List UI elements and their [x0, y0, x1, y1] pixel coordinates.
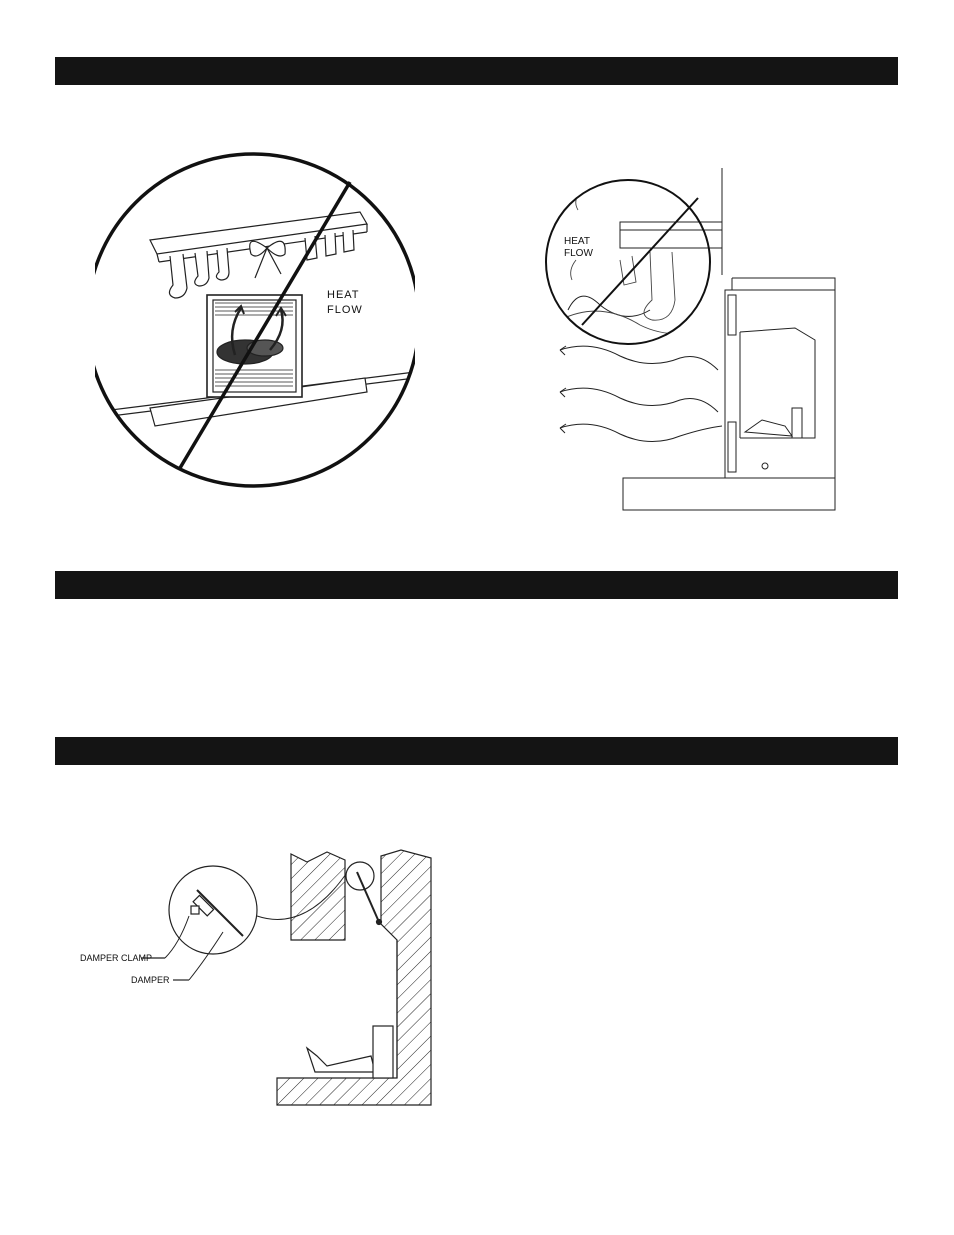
- section-header-bar-1: [55, 57, 898, 85]
- damper-clamp-label: DAMPER CLAMP: [80, 953, 153, 963]
- heat-flow-label-line2: FLOW: [564, 248, 593, 259]
- heat-flow-label-line1: HEAT: [564, 236, 590, 247]
- side-view-heat-flow-figure: [540, 160, 845, 520]
- damper-clamp-figure: [75, 840, 445, 1120]
- section-header-bar-3: [55, 737, 898, 765]
- heat-flow-label-line1: HEAT: [327, 289, 360, 301]
- mantel-heat-flow-prohibited-figure: [95, 150, 415, 500]
- section-header-bar-2: [55, 571, 898, 599]
- damper-label: DAMPER: [131, 975, 170, 985]
- heat-flow-label-line2: FLOW: [327, 304, 363, 316]
